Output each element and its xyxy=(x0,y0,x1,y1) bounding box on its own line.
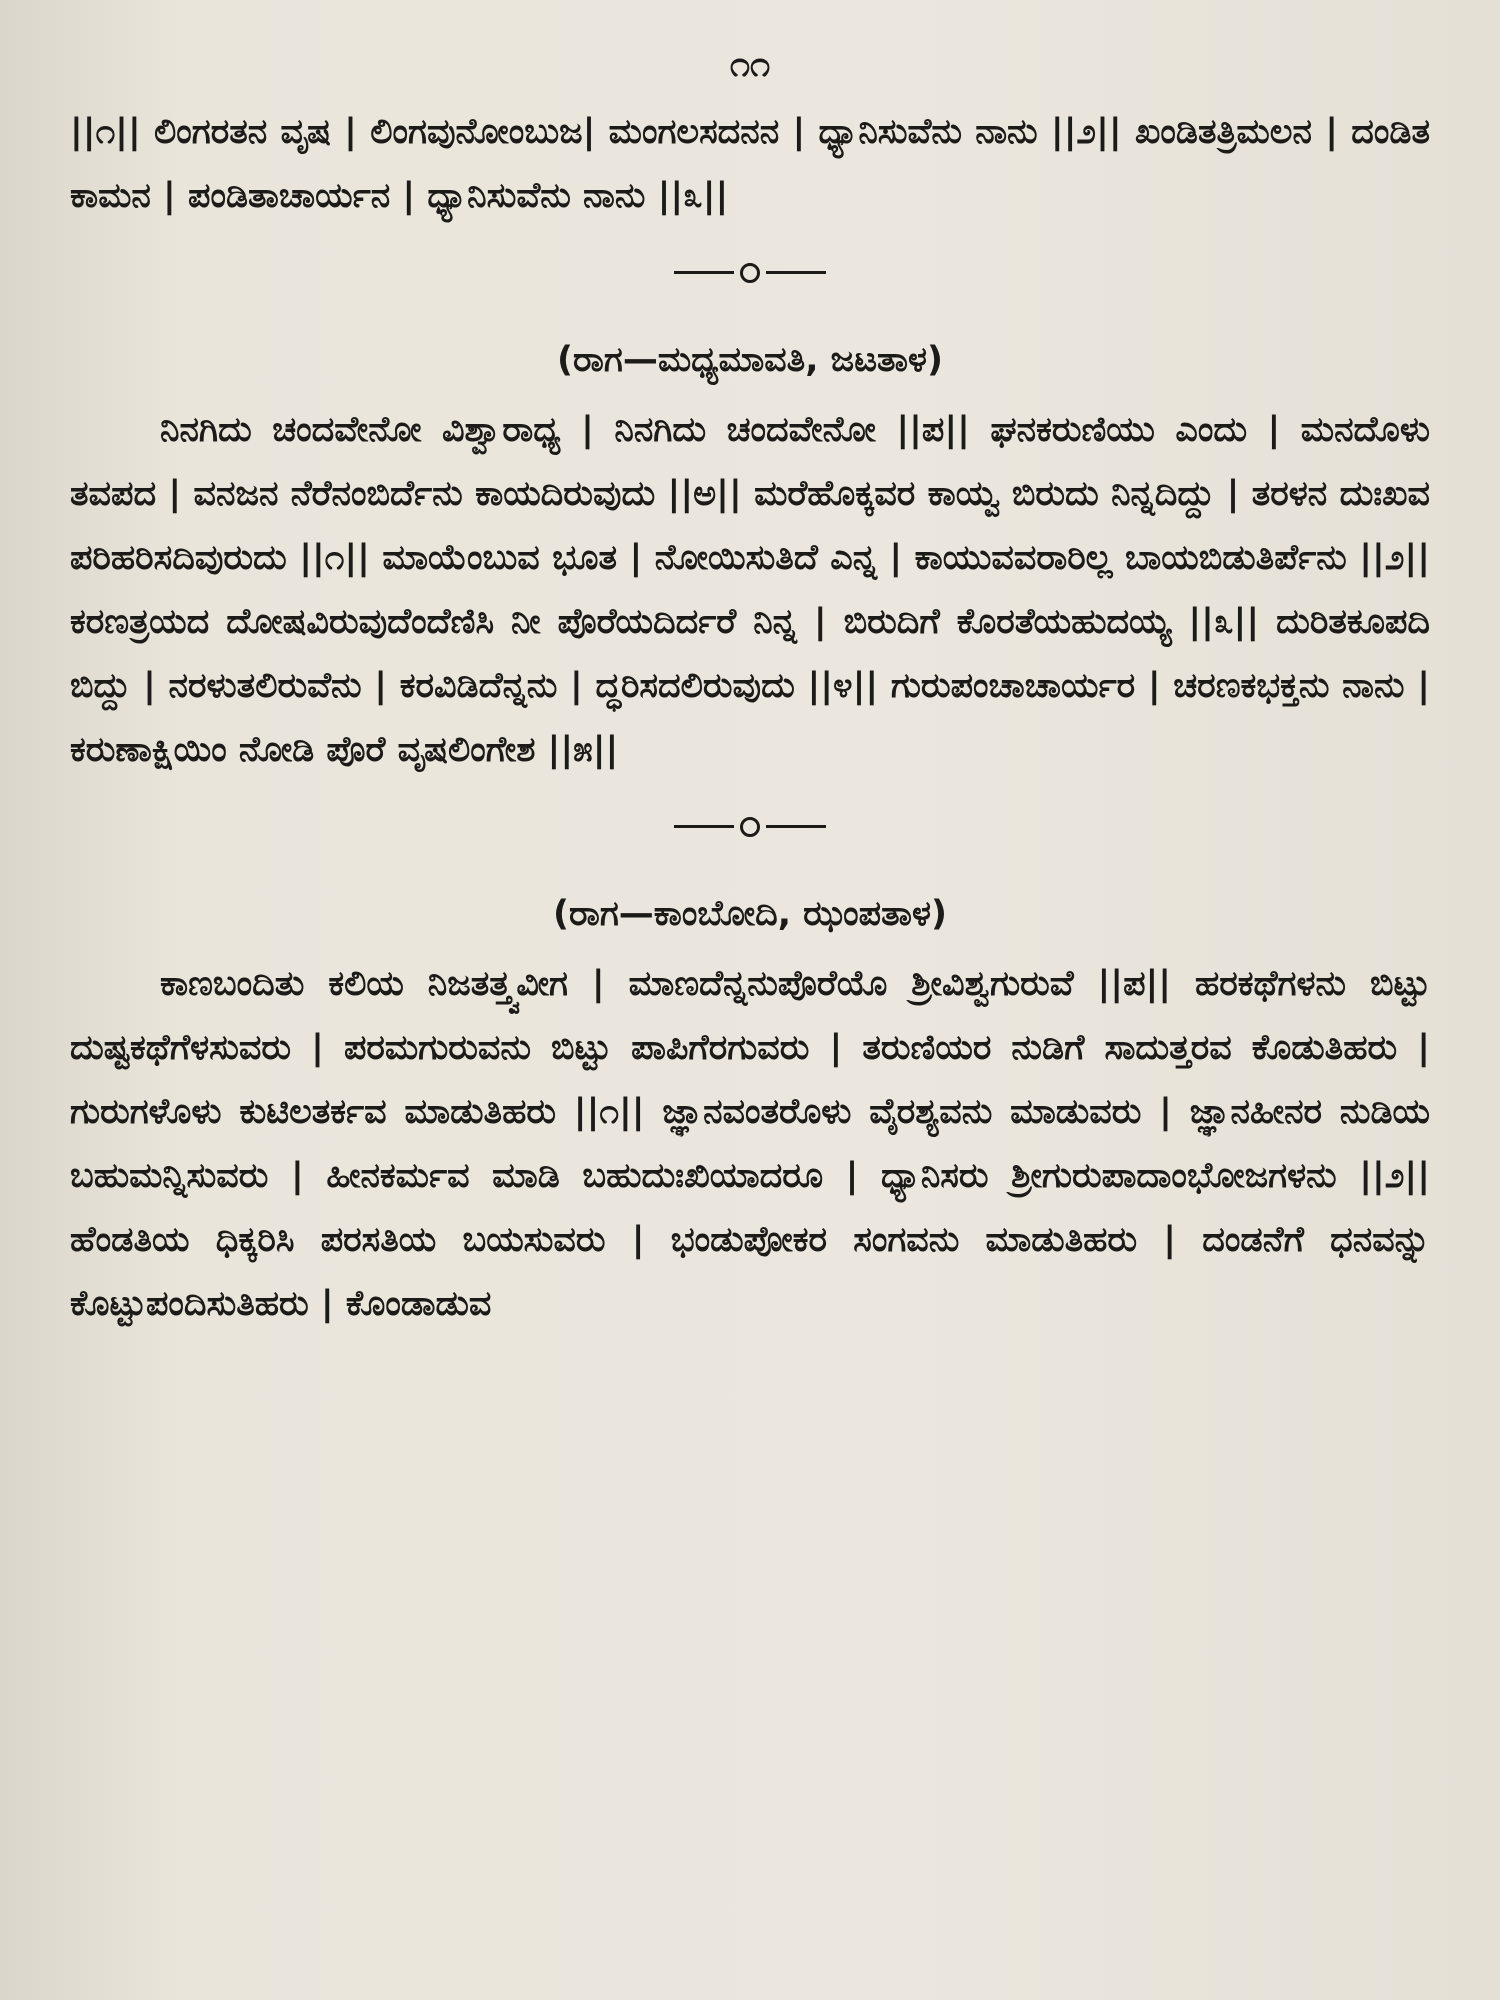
song-text-2: ಕಾಣಬಂದಿತು ಕಲಿಯ ನಿಜತತ್ತ್ವವೀಗ | ಮಾಣದೆನ್ನನುಪೊರೆಯೊ ಶ್ರೀವಿಶ್ವಗುರುವೆ ||ಪ|| ಹರಕಥೆಗಳನು ಬಿಟ್ಟು ದುಷ್ಟಕಥೆಗೆಳಸುವರು | ಪರಮಗುರುವನು ಬಿಟ್ಟು ಪಾಪಿಗೆರಗುವರು | ತರುಣಿಯರ ನುಡಿಗೆ ಸಾದುತ್ತರವ ಕೊಡುತಿಹರು | ಗುರುಗಳೊಳು ಕುಟಿಲತರ್ಕವ ಮಾಡುತಿಹರು ||೧|| ಜ್ಞಾನವಂತರೊಳು ವೈರಶ್ಯವನು ಮಾಡುವರು | ಜ್ಞಾನಹೀನರ ನುಡಿಯ ಬಹುಮನ್ನಿಸುವರು | ಹೀನಕರ್ಮವ ಮಾಡಿ ಬಹುದುಃಖಿಯಾದರೂ | ಧ್ಯಾನಿಸರು ಶ್ರೀಗುರುಪಾದಾಂಭೋಜಗಳನು ||೨|| ಹೆಂಡತಿಯ ಧಿಕ್ಕರಿಸಿ ಪರಸತಿಯ ಬಯಸುವರು | ಭಂಡುಪೋಕರ ಸಂಗವನು ಮಾಡುತಿಹರು | ದಂಡನೆಗೆ ಧನವನ್ನು ಕೊಟ್ಟುಪಂದಿಸುತಿಹರು | ಕೊಂಡಾಡುವ xyxy=(70,964,1430,1324)
verse-paragraph-1: ||೧|| ಲಿಂಗರತನ ವೃಷ | ಲಿಂಗವುನೋಂಬುಜ| ಮಂಗಲಸದನನ | ಧ್ಯಾನಿಸುವೆನು ನಾನು ||೨|| ಖಂಡಿತತ್ರಿಮಲನ | ದಂಡಿತ ಕಾಮನ | ಪಂಡಿತಾಚಾರ್ಯನ | ಧ್ಯಾನಿಸುವೆನು ನಾನು ||೩|| xyxy=(70,112,1430,216)
section-divider-2 xyxy=(70,806,1430,846)
raga-heading-2: (ರಾಗ—ಕಾಂಬೋದಿ, ಝಂಪತಾಳ) xyxy=(552,894,948,934)
song-text-1: ನಿನಗಿದು ಚಂದವೇನೋ ವಿಶ್ವಾರಾಧ್ಯ | ನಿನಗಿದು ಚಂದವೇನೋ ||ಪ|| ಘನಕರುಣಿಯು ಎಂದು | ಮನದೊಳು ತವಪದ | ವನಜನ ನೆರೆನಂಬಿರ್ದೆನು ಕಾಯದಿರುವುದು ||ಅ|| ಮರೆಹೊಕ್ಕವರ ಕಾಯ್ವ ಬಿರುದು ನಿನ್ನದಿದ್ದು | ತರಳನ ದುಃಖವ ಪರಿಹರಿಸದಿವುರುದು ||೧|| ಮಾಯೆಂಬುವ ಭೂತ | ನೋಯಿಸುತಿದೆ ಎನ್ನ | ಕಾಯುವವರಾರಿಲ್ಲ ಬಾಯಬಿಡುತಿರ್ಪೆನು ||೨|| ಕರಣತ್ರಯದ ದೋಷವಿರುವುದೆಂದೆಣಿಸಿ ನೀ ಪೊರೆಯದಿರ್ದರೆ ನಿನ್ನ | ಬಿರುದಿಗೆ ಕೊರತೆಯಹುದಯ್ಯ ||೩|| ದುರಿತಕೂಪದಿ ಬಿದ್ದು | ನರಳುತಲಿರುವೆನು | ಕರವಿಡಿದೆನ್ನನು | ದ್ಧರಿಸದಲಿರುವುದು ||೪|| ಗುರುಪಂಚಾಚಾರ್ಯರ | ಚರಣಕಭಕ್ತನು ನಾನು | ಕರುಣಾಕ್ಷಿಯಿಂ ನೋಡಿ ಪೊರೆ ವೃಷಲಿಂಗೇಶ ||೫|| xyxy=(70,410,1430,770)
divider-rule xyxy=(674,825,734,828)
divider-circle xyxy=(740,263,760,283)
page-number: ೧೧ xyxy=(729,44,771,85)
section-divider-1 xyxy=(70,252,1430,292)
divider-circle xyxy=(740,817,760,837)
raga-heading-1: (ರಾಗ—ಮಧ್ಯಮಾವತಿ, ಜಟತಾಳ) xyxy=(557,340,943,380)
divider-rule xyxy=(766,271,826,274)
divider-rule xyxy=(766,825,826,828)
divider-rule xyxy=(674,271,734,274)
